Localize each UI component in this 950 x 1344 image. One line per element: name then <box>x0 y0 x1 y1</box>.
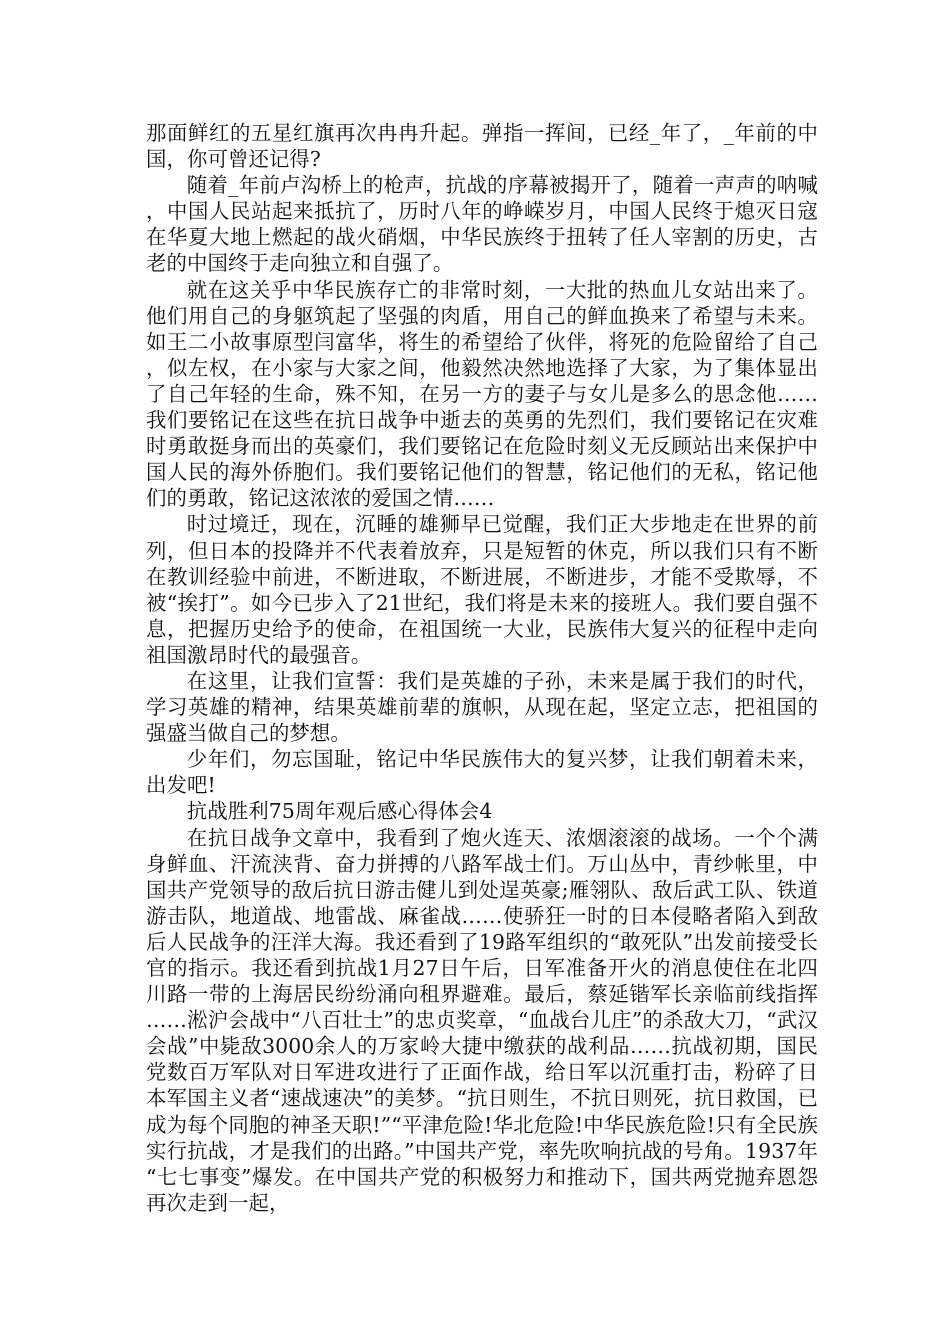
paragraph-continued: 那面鲜红的五星红旗再次冉冉升起。弹指一挥间，已经_年了，_年前的中国，你可曾还记得? <box>146 121 818 172</box>
paragraph: 在这里，让我们宣誓：我们是英雄的子孙，未来是属于我们的时代，学习英雄的精神，结果英雄前辈的旗帜，从现在起，坚定立志，把祖国的强盛当做自己的梦想。 <box>146 668 818 746</box>
paragraph: 时过境迁，现在，沉睡的雄狮早已觉醒，我们正大步地走在世界的前列，但日本的投降并不代表着放弃，只是短暂的休克，所以我们只有不断在教训经验中前进，不断进取，不断进展，不断进步，才能不受欺辱，不被“挨打”。如今已步入了21世纪，我们将是未来的接班人。我们要自强不息，把握历史给予的使命，在祖国统一大业，民族伟大复兴的征程中走向祖国激昂时代的最强音。 <box>146 512 818 667</box>
paragraph: 随着_年前卢沟桥上的枪声，抗战的序幕被揭开了，随着一声声的呐喊，中国人民站起来抵抗了，历时八年的峥嵘岁月，中国人民终于熄灭日寇在华夏大地上燃起的战火硝烟，中华民族终于扭转了任人宰割的历史，古老的中国终于走向独立和自强了。 <box>146 173 818 276</box>
section-heading: 抗战胜利75周年观后感心得体会4 <box>186 799 493 824</box>
paragraph: 就在这关乎中华民族存亡的非常时刻，一大批的热血儿女站出来了。他们用自己的身躯筑起了坚强的肉盾，用自己的鲜血换来了希望与未来。如王二小故事原型闫富华，将生的希望给了伙伴，将死的危险留给了自己，似左权，在小家与大家之间，他毅然决然地选择了大家，为了集体显出了自己年轻的生命，殊不知，在另一方的妻子与女儿是多么的思念他……我们要铭记在这些在抗日战争中逝去的英勇的先烈们，我们要铭记在灾难时勇敢挺身而出的英豪们，我们要铭记在危险时刻义无反顾站出来保护中国人民的海外侨胞们。我们要铭记他们的智慧，铭记他们的无私，铭记他们的勇敢，铭记这浓浓的爱国之情…… <box>146 277 818 511</box>
paragraph: 少年们，勿忘国耻，铭记中华民族伟大的复兴梦，让我们朝着未来，出发吧! <box>146 747 818 798</box>
paragraph: 在抗日战争文章中，我看到了炮火连天、浓烟滚滚的战场。一个个满身鲜血、汗流浃背、奋力拼搏的八路军战士们。万山丛中，青纱帐里，中国共产党领导的敌后抗日游击健儿到处逞英豪;雁翎队、敌后武工队、铁道游击队，地道战、地雷战、麻雀战……使骄狂一时的日本侵略者陷入到敌后人民战争的汪洋大海。我还看到了19路军组织的“敢死队”出发前接受长官的指示。我还看到抗战1月27日午后，日军准备开火的消息使住在北四川路一带的上海居民纷纷涌向租界避难。最后，蔡延锴军长亲临前线指挥……淞沪会战中“八百壮士”的忠贞奖章，“血战台儿庄”的杀敌大刀，“武汉会战”中毙敌3000余人的万家岭大捷中缴获的战利品……抗战初期，国民党数百万军队对日军进攻进行了正面作战，给日军以沉重打击，粉碎了日本军国主义者“速战速决”的美梦。“抗日则生，不抗日则死，抗日救国，已成为每个同胞的神圣天职!”“平津危险!华北危险!中华民族危险!只有全民族实行抗战，才是我们的出路。”中国共产党，率先吹响抗战的号角。1937年“七七事变”爆发。在中国共产党的积极努力和推动下，国共两党抛弃恩怨再次走到一起， <box>146 825 818 1215</box>
document-body <box>146 120 818 1216</box>
